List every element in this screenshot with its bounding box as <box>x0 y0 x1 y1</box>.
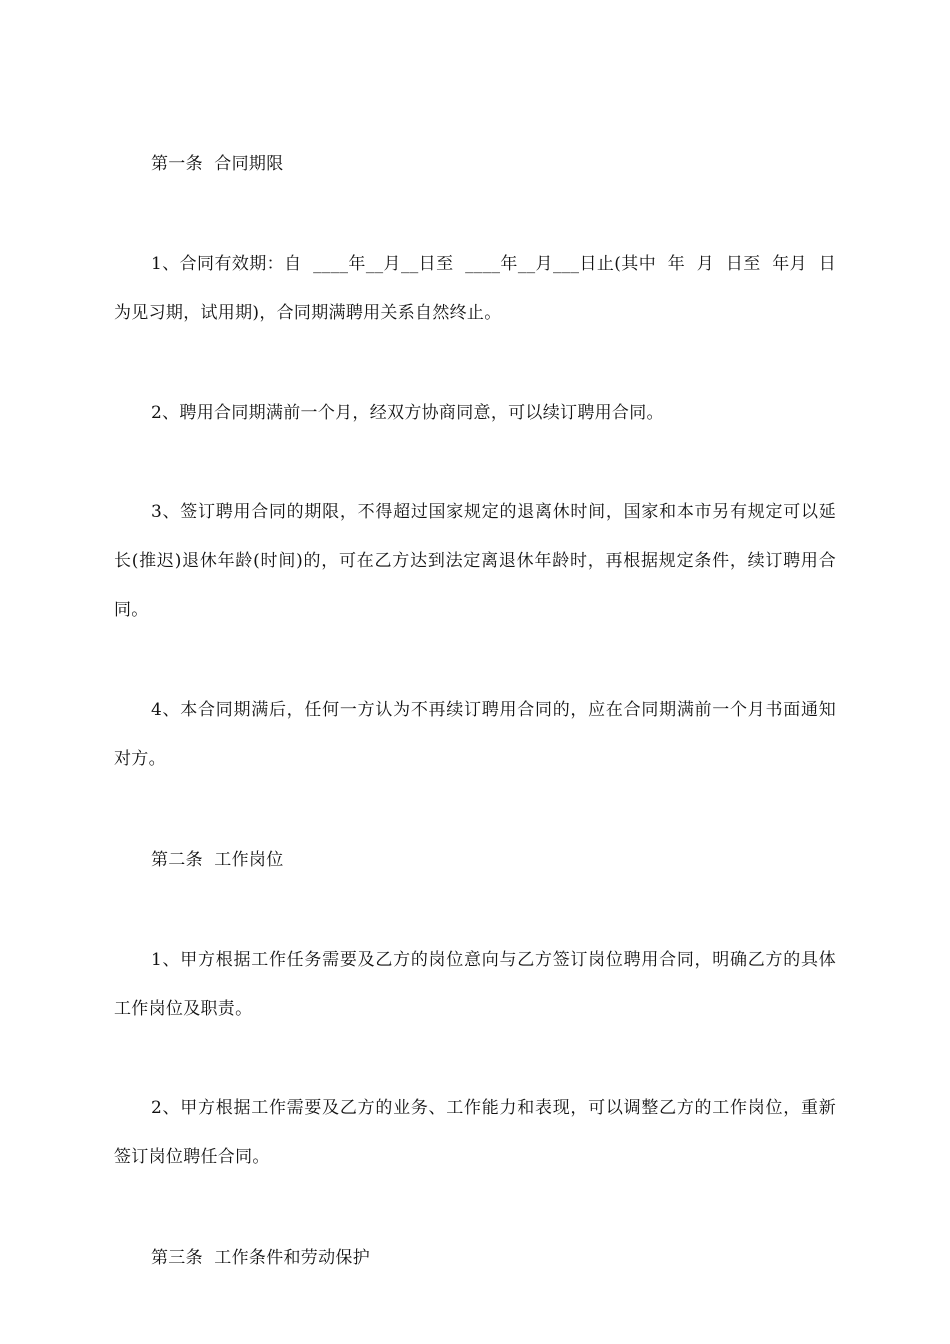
section-heading: 第二条 工作岗位 <box>151 850 284 870</box>
clause-paragraph: 2、甲方根据工作需要及乙方的业务、工作能力和表现，可以调整乙方的工作岗位，重新签订岗位聘任合同。 <box>114 1098 836 1167</box>
clause-paragraph: 3、签订聘用合同的期限，不得超过国家规定的退离休时间，国家和本市另有规定可以延长(推迟)退休年龄(时间)的，可在乙方达到法定离退休年龄时，再根据规定条件，续订聘用合同。 <box>114 502 836 620</box>
section-heading: 第一条 合同期限 <box>151 154 284 174</box>
clause-paragraph: 1、甲方根据工作任务需要及乙方的岗位意向与乙方签订岗位聘用合同，明确乙方的具体工作岗位及职责。 <box>114 950 836 1019</box>
clause-paragraph: 2、聘用合同期满前一个月，经双方协商同意，可以续订聘用合同。 <box>151 403 664 423</box>
section-heading: 第三条 工作条件和劳动保护 <box>151 1248 371 1268</box>
clause-paragraph: 4、本合同期满后，任何一方认为不再续订聘用合同的，应在合同期满前一个月书面通知对方。 <box>114 700 836 769</box>
clause-paragraph: 1、合同有效期：自 ____年__月__日至 ____年__月___日止(其中 年 月 日至 年月 日为见习期，试用期)，合同期满聘用关系自然终止。 <box>114 254 836 323</box>
